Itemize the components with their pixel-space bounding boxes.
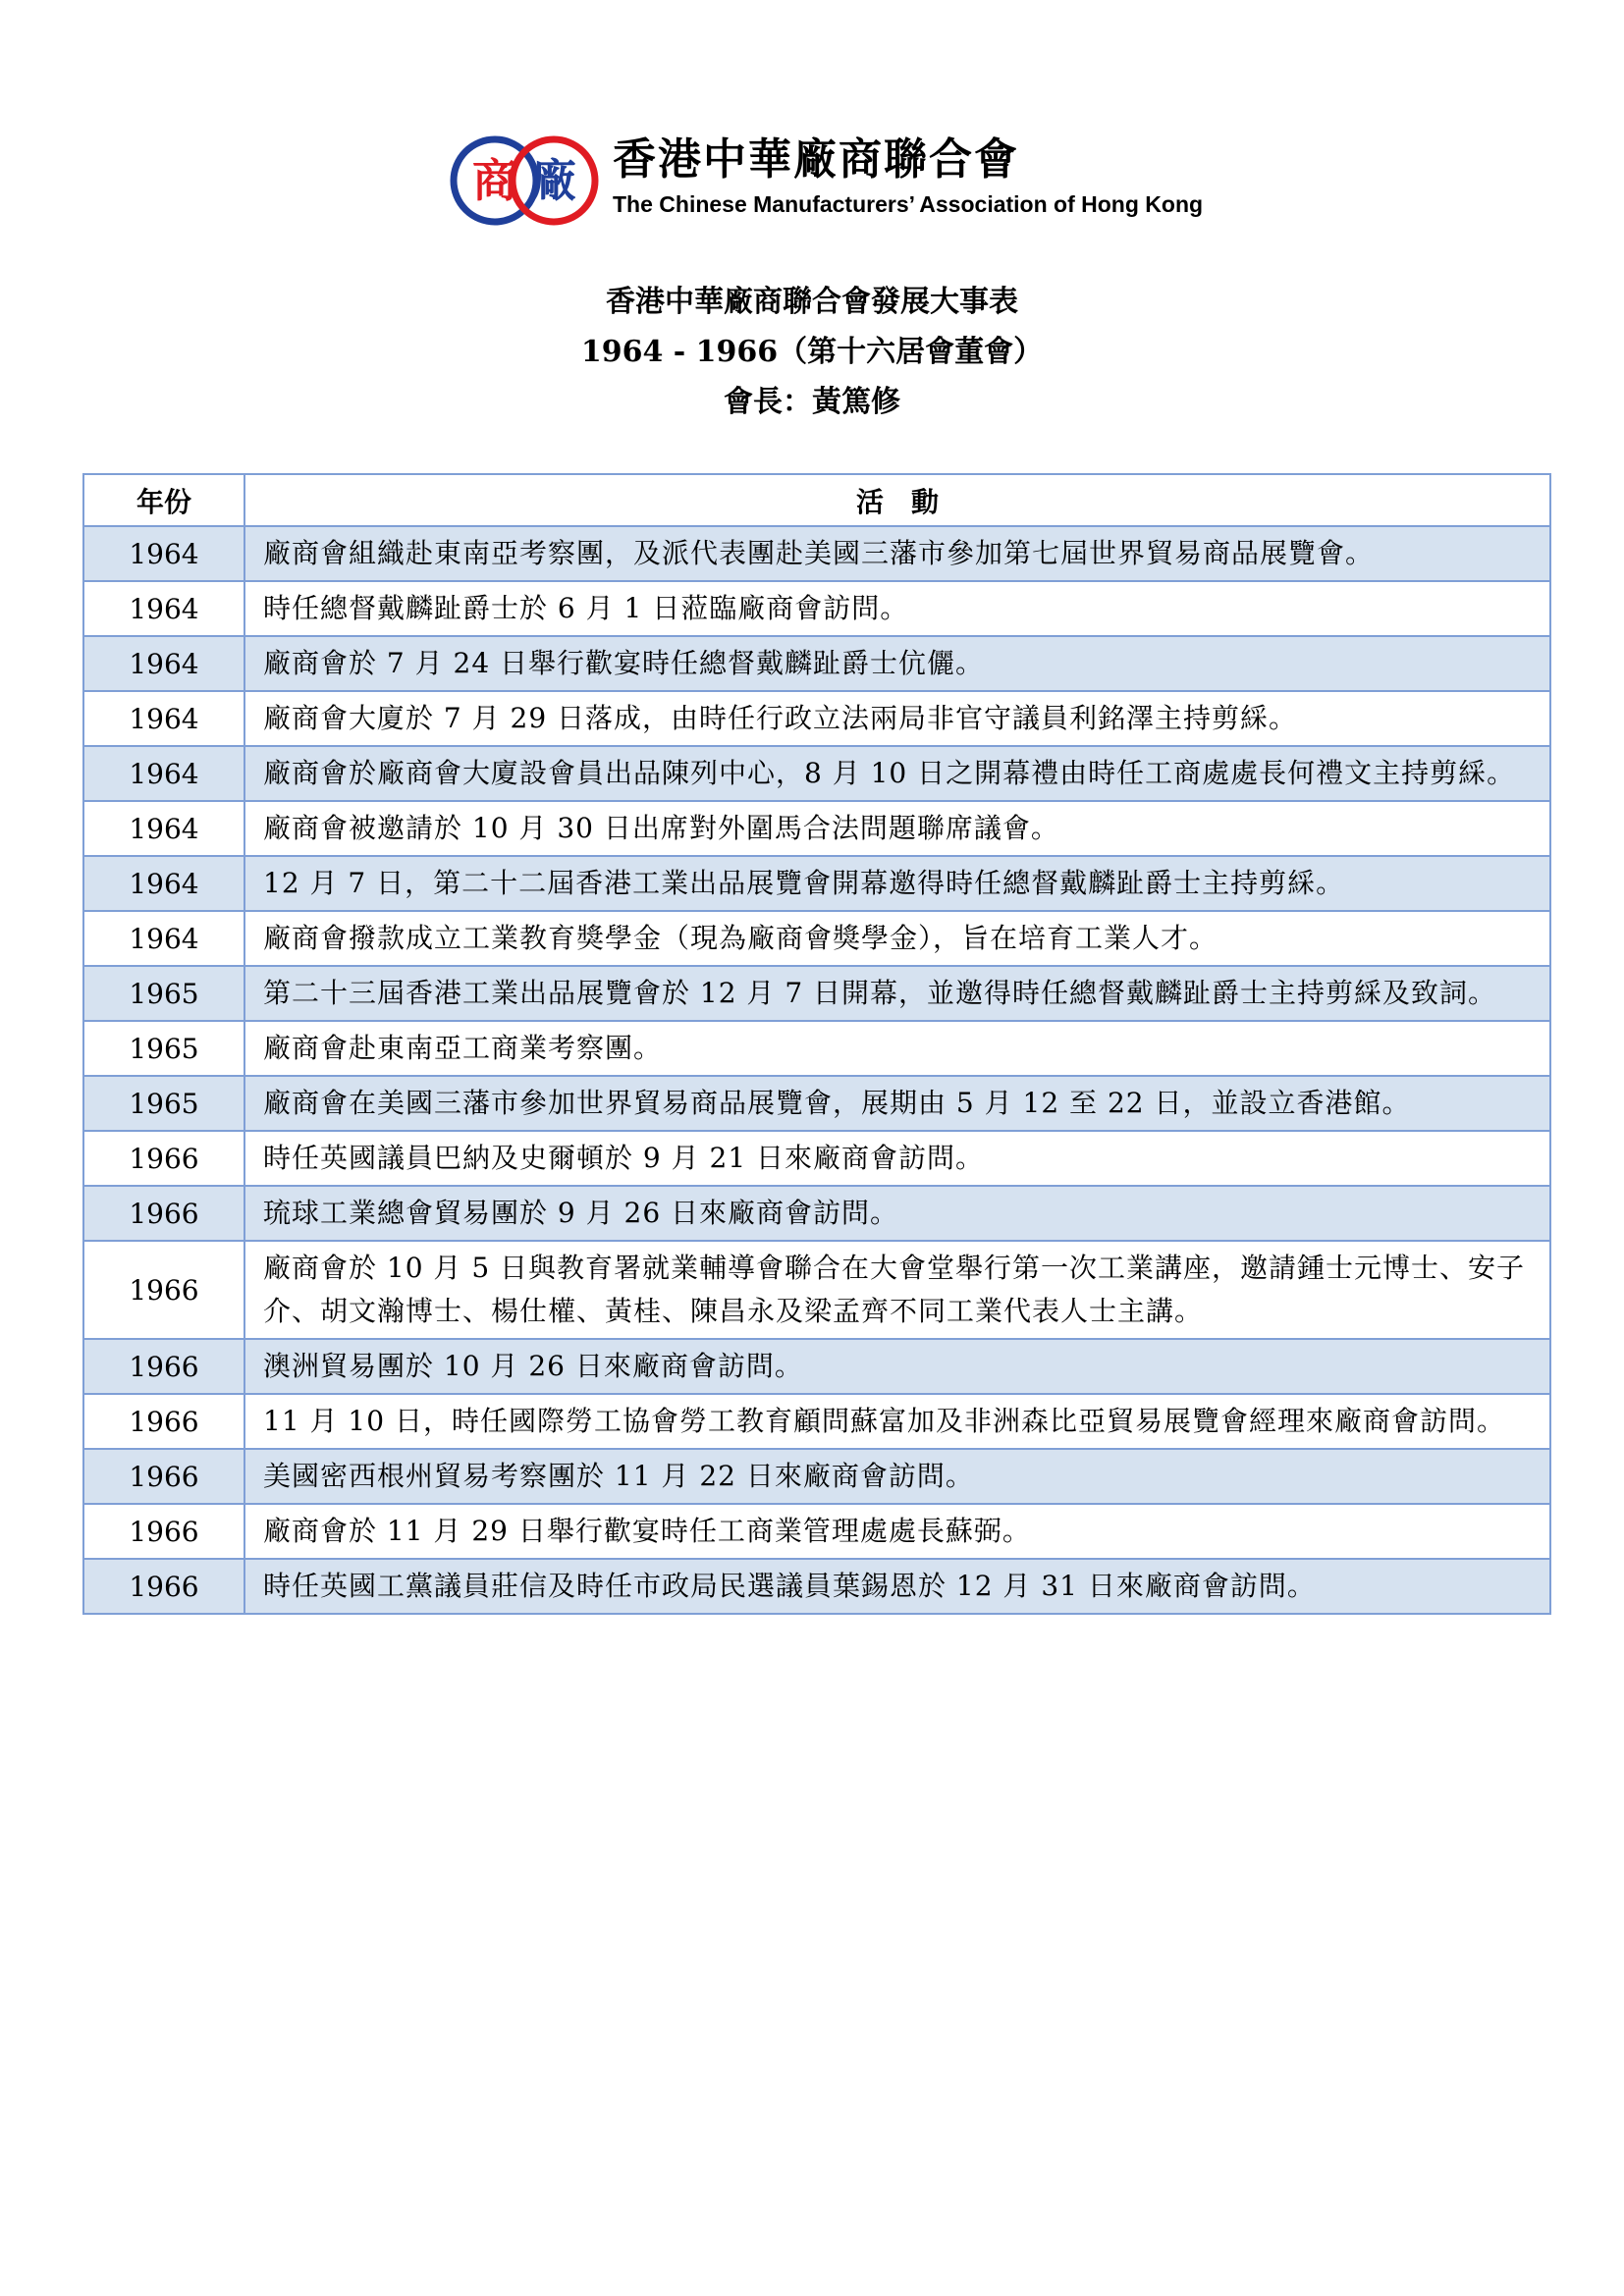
row-year: 1964 — [83, 911, 244, 966]
table-row — [83, 1504, 1550, 1559]
row-activity: 琉球工業總會貿易團於 9 月 26 日來廠商會訪問。 — [244, 1186, 1550, 1241]
table-row — [83, 1131, 1550, 1186]
header-year: 年份 — [83, 474, 244, 526]
row-activity: 廠商會於廠商會大廈設會員出品陳列中心，8 月 10 日之開幕禮由時任工商處處長何禮文主持剪綵。 — [244, 746, 1550, 801]
title-chairman: 會長：黃篤修 — [724, 385, 900, 419]
row-year: 1965 — [83, 966, 244, 1021]
row-activity: 廠商會於 7 月 24 日舉行歡宴時任總督戴麟趾爵士伉儷。 — [244, 636, 1550, 691]
table-row — [83, 1186, 1550, 1241]
document-title — [0, 277, 1624, 427]
row-year: 1964 — [83, 691, 244, 746]
row-activity: 廠商會赴東南亞工商業考察團。 — [244, 1021, 1550, 1076]
row-activity: 廠商會大廈於 7 月 29 日落成，由時任行政立法兩局非官守議員利銘澤主持剪綵。 — [244, 691, 1550, 746]
row-year: 1964 — [83, 636, 244, 691]
row-year: 1964 — [83, 856, 244, 911]
logo-name-english: The Chinese Manufacturers’ Association of Hong Kong — [613, 191, 1204, 217]
row-year: 1964 — [83, 746, 244, 801]
row-activity: 廠商會組織赴東南亞考察團，及派代表團赴美國三藩市參加第七屆世界貿易商品展覽會。 — [244, 526, 1550, 581]
table-row — [83, 1076, 1550, 1131]
row-activity: 12 月 7 日，第二十二屆香港工業出品展覽會開幕邀得時任總督戴麟趾爵士主持剪綵。 — [244, 856, 1550, 911]
events-table-body — [83, 526, 1550, 1614]
table-row — [83, 746, 1550, 801]
row-year: 1966 — [83, 1449, 244, 1504]
logo-name-chinese: 香港中華廠商聯合會 — [613, 134, 1019, 185]
row-year: 1964 — [83, 801, 244, 856]
table-row — [83, 691, 1550, 746]
row-year: 1966 — [83, 1131, 244, 1186]
row-activity: 美國密西根州貿易考察團於 11 月 22 日來廠商會訪問。 — [244, 1449, 1550, 1504]
row-activity: 廠商會被邀請於 10 月 30 日出席對外圍馬合法問題聯席議會。 — [244, 801, 1550, 856]
row-year: 1965 — [83, 1076, 244, 1131]
row-activity: 第二十三屆香港工業出品展覽會於 12 月 7 日開幕，並邀得時任總督戴麟趾爵士主持剪綵及致詞。 — [244, 966, 1550, 1021]
table-header-row — [83, 474, 1550, 526]
row-year: 1965 — [83, 1021, 244, 1076]
row-year: 1966 — [83, 1559, 244, 1614]
table-row — [83, 1559, 1550, 1614]
table-row — [83, 1449, 1550, 1504]
row-year: 1966 — [83, 1339, 244, 1394]
title-main: 香港中華廠商聯合會發展大事表 — [606, 285, 1018, 319]
table-row — [83, 1241, 1550, 1339]
events-table — [82, 473, 1551, 1615]
row-activity: 澳洲貿易團於 10 月 26 日來廠商會訪問。 — [244, 1339, 1550, 1394]
title-period: 1964 - 1966（第十六居會董會） — [580, 335, 1044, 369]
row-activity: 廠商會撥款成立工業教育獎學金（現為廠商會獎學金），旨在培育工業人才。 — [244, 911, 1550, 966]
association-logo — [448, 133, 1204, 228]
row-activity: 廠商會於 10 月 5 日與教育署就業輔導會聯合在大會堂舉行第一次工業講座，邀請鍾士元博士、安子介、胡文瀚博士、楊仕權、黃桂、陳昌永及梁孟齊不同工業代表人士主講。 — [244, 1241, 1550, 1339]
table-row — [83, 1339, 1550, 1394]
row-year: 1966 — [83, 1186, 244, 1241]
table-row — [83, 581, 1550, 636]
header-activity: 活 動 — [244, 474, 1550, 526]
table-row — [83, 526, 1550, 581]
table-row — [83, 1021, 1550, 1076]
table-row — [83, 1394, 1550, 1449]
row-activity: 時任總督戴麟趾爵士於 6 月 1 日蒞臨廠商會訪問。 — [244, 581, 1550, 636]
row-activity: 時任英國工黨議員莊信及時任市政局民選議員葉錫恩於 12 月 31 日來廠商會訪問。 — [244, 1559, 1550, 1614]
row-year: 1966 — [83, 1394, 244, 1449]
row-activity: 時任英國議員巴納及史爾頓於 9 月 21 日來廠商會訪問。 — [244, 1131, 1550, 1186]
table-row — [83, 856, 1550, 911]
table-row — [83, 636, 1550, 691]
table-row — [83, 966, 1550, 1021]
table-row — [83, 911, 1550, 966]
row-activity: 11 月 10 日，時任國際勞工協會勞工教育顧問蘇富加及非洲森比亞貿易展覽會經理來廠商會訪問。 — [244, 1394, 1550, 1449]
row-year: 1966 — [83, 1504, 244, 1559]
row-year: 1964 — [83, 526, 244, 581]
association-emblem-icon — [448, 133, 605, 228]
table-row — [83, 801, 1550, 856]
row-year: 1966 — [83, 1241, 244, 1339]
emblem-glyph-shang: 商 — [472, 154, 517, 207]
row-activity: 廠商會在美國三藩市參加世界貿易商品展覽會，展期由 5 月 12 至 22 日，並設立香港館。 — [244, 1076, 1550, 1131]
row-activity: 廠商會於 11 月 29 日舉行歡宴時任工商業管理處處長蘇弼。 — [244, 1504, 1550, 1559]
row-year: 1964 — [83, 581, 244, 636]
emblem-glyph-chang: 廠 — [531, 154, 576, 207]
